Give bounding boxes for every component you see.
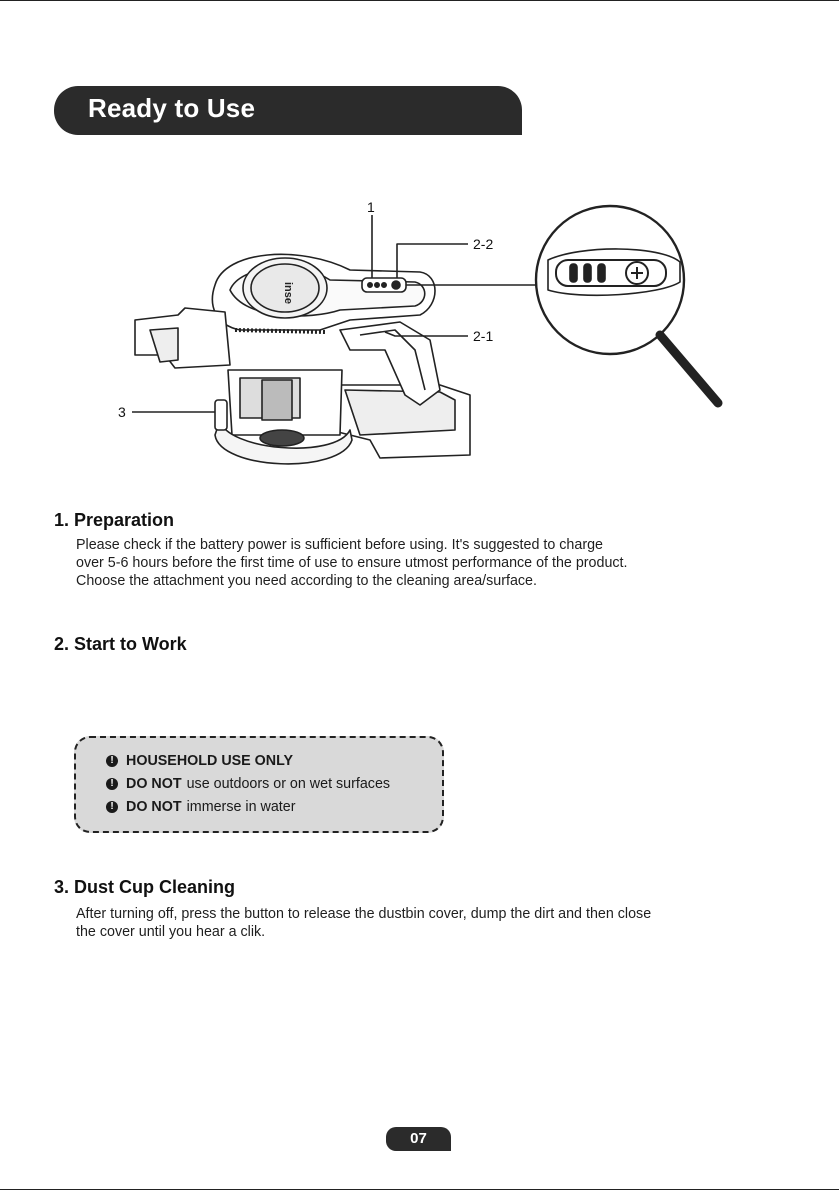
bottom-rule [0,1189,839,1190]
warning-text: use outdoors or on wet surfaces [186,776,391,792]
preparation-heading: 1. Preparation [54,510,175,530]
preparation-line: Choose the attachment you need according to the cleaning area/surface. [76,573,537,589]
section-title-bar [54,86,522,135]
dust-cup-line: the cover until you hear a clik. [76,924,266,940]
preparation-text [76,536,628,590]
callout-3: 3 [118,404,126,420]
exclamation-circle-icon: ! [106,778,118,790]
dust-cup-line: After turning off, press the button to release the dustbin cover, dump the dirt and then close [76,906,652,922]
page-title: Ready to Use [88,93,256,123]
warning-line [106,776,390,792]
preparation-line: Please check if the battery power is sufficient before using. It's suggested to charge [76,537,603,553]
warning-line [106,799,295,815]
warning-bold: DO NOT [126,776,182,792]
exclamation-circle-icon: ! [106,755,118,767]
warning-line [106,753,298,769]
dust-cup-heading: 3. Dust Cup Cleaning [54,877,236,897]
callout-2-1: 2-1 [473,328,494,344]
warning-text: immerse in water [186,799,296,815]
preparation-line: over 5-6 hours before the first time of use to ensure utmost performance of the product. [76,555,628,571]
warning-box [74,736,444,833]
warning-bold: HOUSEHOLD USE ONLY [126,753,294,769]
warning-bold: DO NOT [126,799,182,815]
vacuum-illustration [0,190,839,480]
callout-1: 1 [367,199,375,215]
page-number: 07 [386,1127,451,1151]
exclamation-circle-icon: ! [106,801,118,813]
callout-2-2: 2-2 [473,236,494,252]
top-rule [0,0,839,1]
brand-logo-text: inse [282,282,294,305]
dust-cup-text [76,905,651,941]
start-to-work-heading: 2. Start to Work [54,634,187,654]
